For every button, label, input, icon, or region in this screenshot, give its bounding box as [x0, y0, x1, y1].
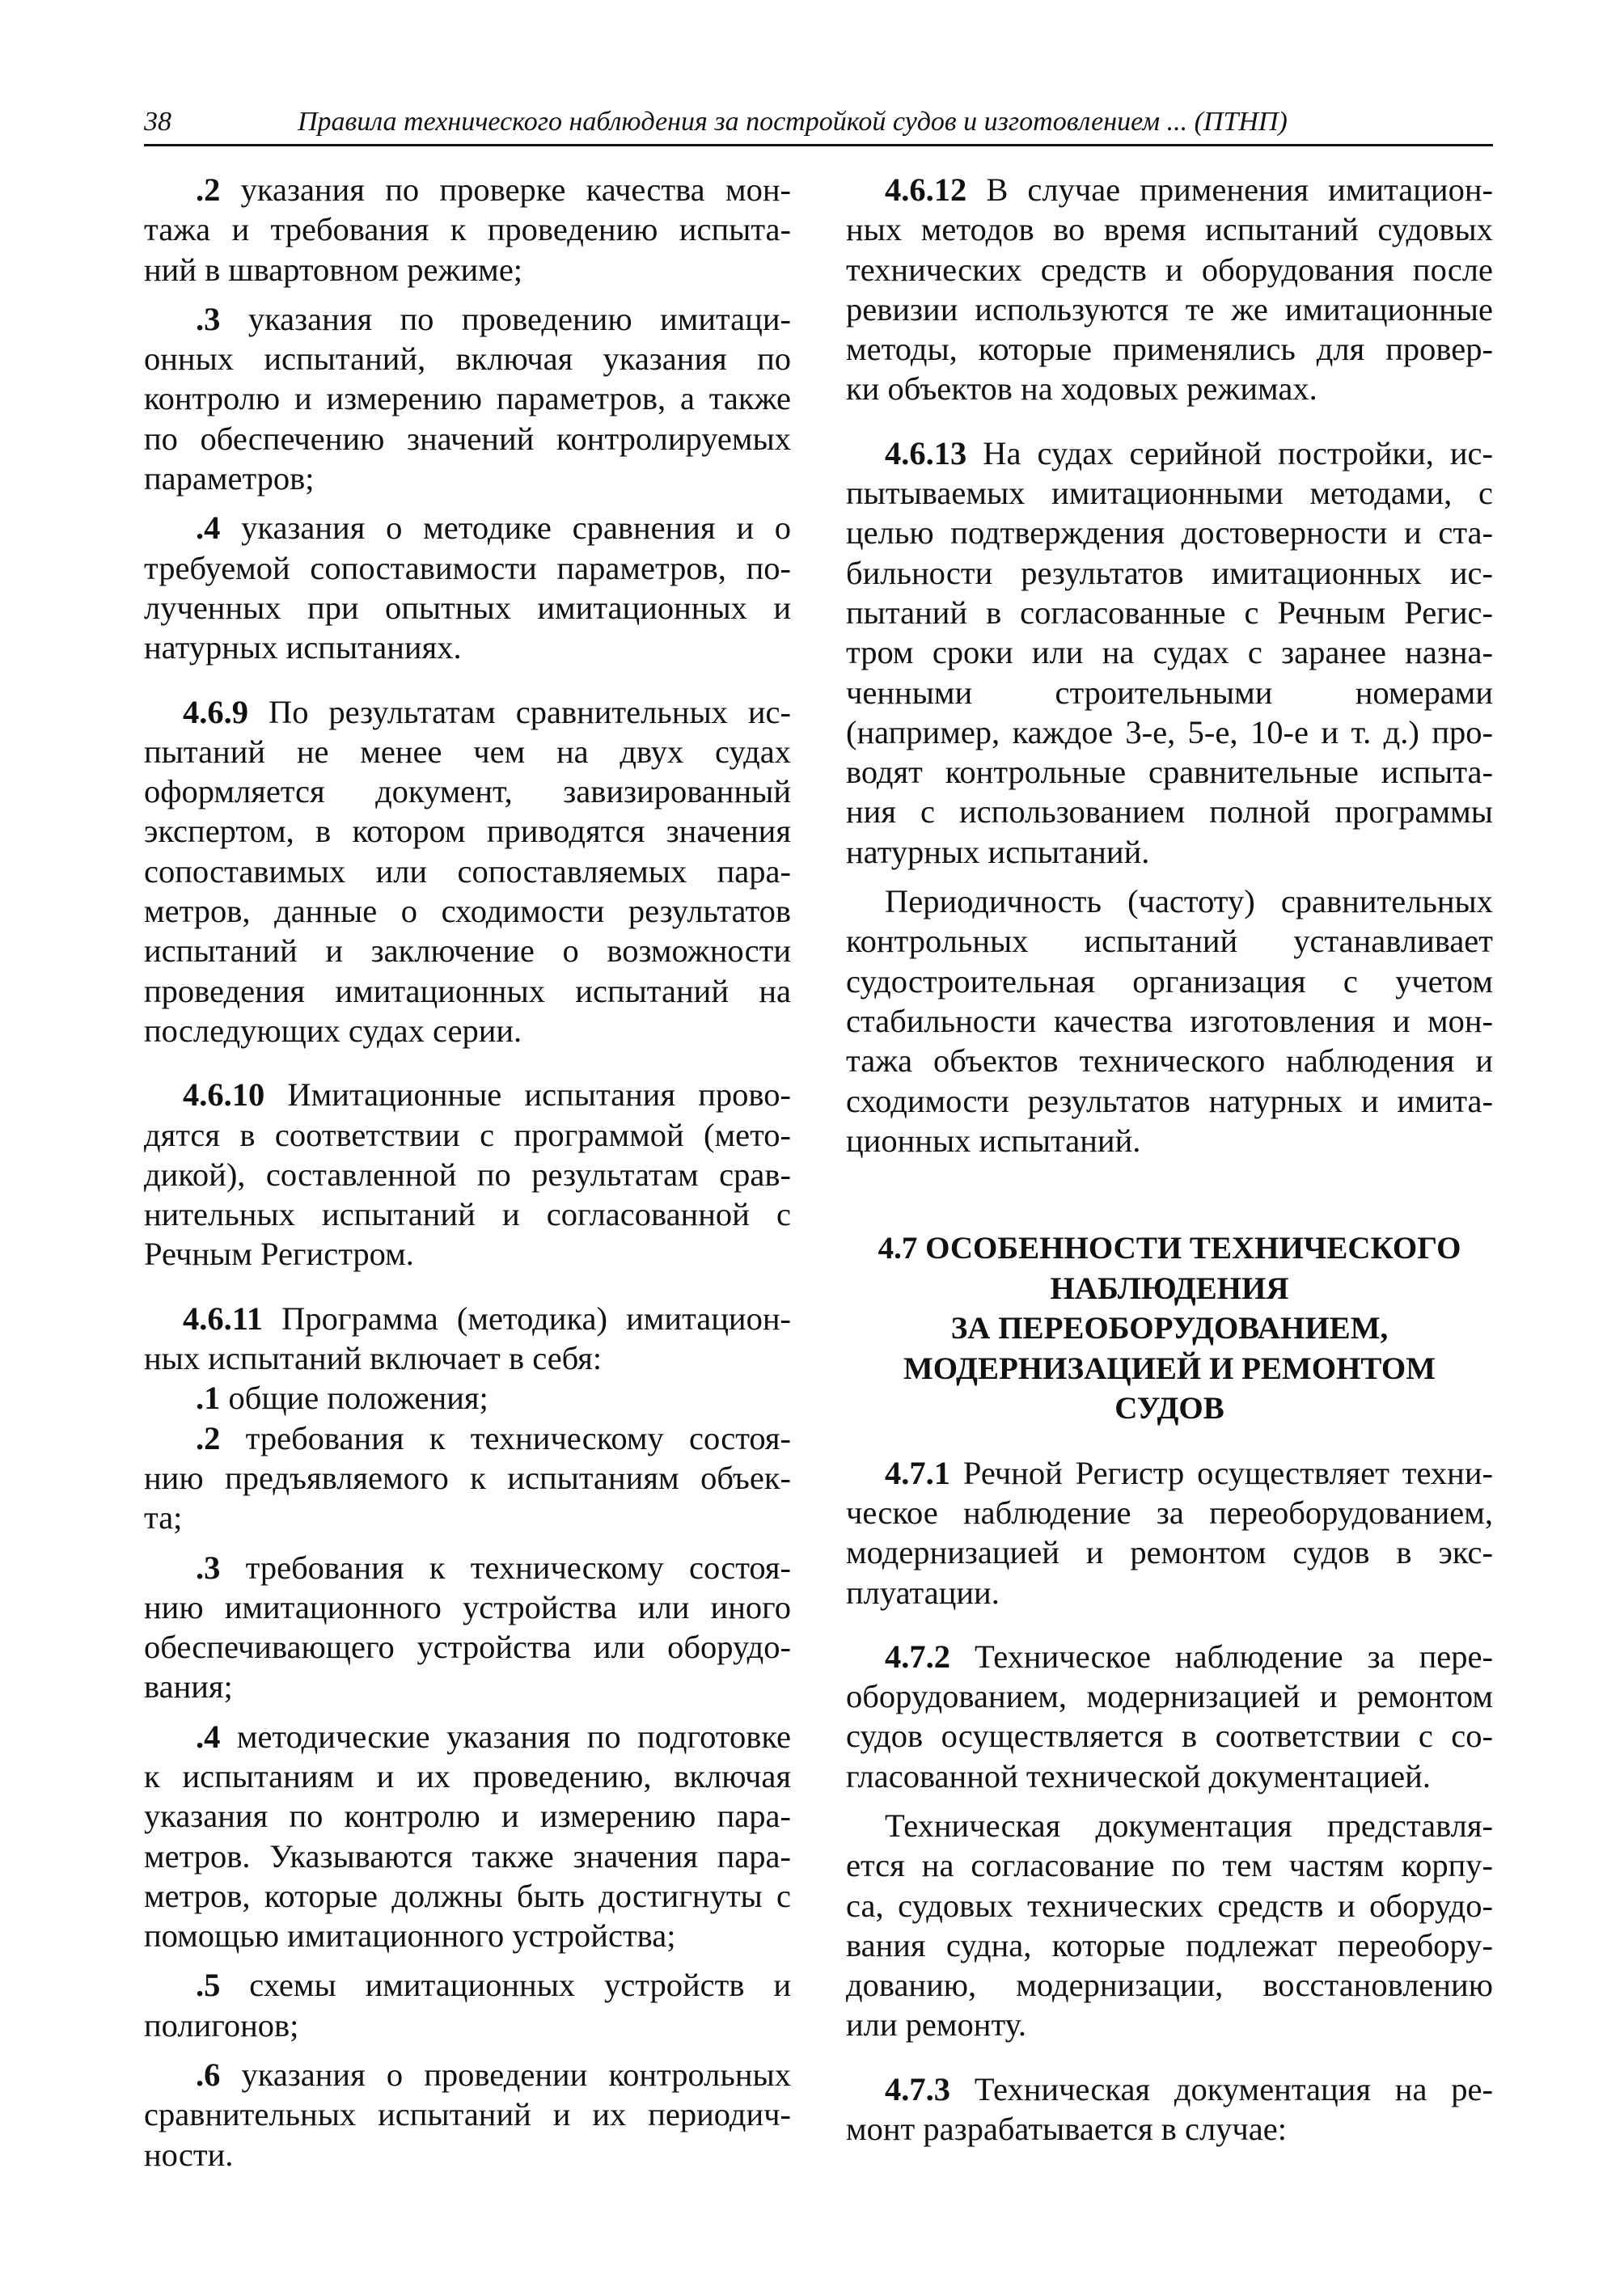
text-line: проведения имитационных испытаний на: [144, 972, 791, 1009]
text-line: дятся в соответствии с программой (мето-: [144, 1116, 791, 1153]
text-line: нительных испытаний и согласованной с: [144, 1196, 791, 1233]
item-number: .3: [196, 1549, 221, 1586]
text-line: ных испытаний включает в себя:: [144, 1340, 603, 1377]
text-line: параметров;: [144, 460, 315, 497]
text-line: экспертом, в котором приводятся значения: [144, 813, 791, 850]
section-number: 4.6.13: [885, 434, 967, 471]
text-line: натурных испытаниях.: [144, 629, 462, 666]
text-line: схемы имитационных устройств и: [249, 1967, 791, 2004]
text-line: сходимости результатов натурных и имита-: [846, 1082, 1493, 1119]
text-line: испытаний и заключение о возможности: [144, 932, 791, 970]
text-line: онных испытаний, включая указания по: [144, 340, 791, 378]
text-line: Техническая документация представля-: [885, 1807, 1493, 1844]
text-line: Речной Регистр осуществляет техни-: [962, 1454, 1493, 1491]
text-line: тажа объектов технического наблюдения и: [846, 1042, 1493, 1080]
text-line: Программа (методика) имитацион-: [281, 1300, 791, 1337]
item-number: .2: [196, 1419, 221, 1456]
paragraph-4-6-12: [846, 170, 1493, 409]
paragraph-4-7-1: [846, 1453, 1493, 1613]
text-line: требуемой сопоставимости параметров, по-: [144, 549, 791, 586]
heading-line: НАБЛЮДЕНИЯ: [1050, 1270, 1289, 1306]
text-line: Техническое наблюдение за пере-: [975, 1638, 1493, 1675]
text-line: пытываемых имитационными методами, с: [846, 475, 1493, 512]
section-number: 4.7.1: [885, 1454, 950, 1491]
text-line: вания судна, которые подлежат переобору-: [846, 1926, 1493, 1963]
text-line: последующих судах серии.: [144, 1012, 522, 1049]
text-line: тром сроки или на судах с заранее назна-: [846, 634, 1493, 671]
text-line: контролю и измерению параметров, а также: [144, 380, 791, 417]
text-line: технических средств и оборудования после: [846, 251, 1493, 288]
paragraph-sub-4-comparison: [144, 508, 791, 667]
text-line: модернизацией и ремонтом судов в экс-: [846, 1534, 1493, 1571]
list-item-1: [144, 1378, 791, 1418]
list-item-4: [144, 1717, 791, 1956]
text-line: лученных при опытных имитационных и: [144, 589, 791, 626]
text-line: ки объектов на ходовых режимах.: [846, 370, 1317, 408]
text-line: монт разрабатывается в случае:: [846, 2111, 1287, 2148]
item-number: .5: [196, 1967, 221, 2004]
text-line: бильности результатов имитационных ис-: [846, 554, 1493, 591]
section-heading-4-7: [846, 1228, 1493, 1429]
section-number: 4.7.2: [885, 1638, 950, 1675]
heading-line: ЗА ПЕРЕОБОРУДОВАНИЕМ,: [950, 1311, 1389, 1346]
text-line: метров, данные о сходимости результатов: [144, 893, 791, 930]
page-number: 38: [144, 107, 171, 137]
item-number: .3: [196, 300, 221, 337]
heading-line: МОДЕРНИЗАЦИЕЙ И РЕМОНТОМ: [903, 1351, 1436, 1386]
text-line: пытаний в согласованные с Речным Регис-: [846, 594, 1493, 631]
section-number: 4.6.10: [183, 1076, 265, 1114]
text-line: требования к техническому состоя-: [245, 1549, 791, 1586]
text-line: указания по проведению имитаци-: [247, 300, 791, 337]
item-number: .4: [196, 1718, 221, 1755]
paragraph-4-7-2: [846, 1637, 1493, 1796]
text-line: ности.: [144, 2136, 234, 2173]
text-line: указания по контролю и измерению пара-: [144, 1798, 791, 1835]
text-line: та;: [144, 1499, 183, 1536]
text-line: ревизии используются те же имитационные: [846, 290, 1493, 328]
text-line: к испытаниям и их проведению, включая: [144, 1757, 791, 1794]
item-number: .2: [196, 171, 221, 208]
left-column: [144, 170, 791, 2175]
section-number: 4.6.12: [885, 171, 967, 208]
text-line: общие положения;: [228, 1380, 488, 1417]
item-number: .1: [196, 1380, 221, 1417]
text-line: На судах серийной постройки, ис-: [983, 434, 1493, 471]
text-line: Имитационные испытания прово-: [287, 1076, 791, 1114]
text-line: указания по проверке качества мон-: [240, 171, 791, 208]
text-line: (например, каждое 3-е, 5-е, 10-е и т. д.) про-: [846, 713, 1493, 750]
paragraph-sub-2-installation: [144, 170, 791, 290]
text-line: ний в швартовном режиме;: [144, 251, 523, 288]
text-line: пытаний не менее чем на двух судах: [144, 733, 791, 770]
text-line: По результатам сравнительных ис-: [268, 693, 791, 730]
text-line: полигонов;: [144, 2006, 299, 2044]
text-line: ционных испытаний.: [846, 1122, 1141, 1159]
text-line: В случае применения имитацион-: [986, 171, 1493, 208]
text-line: по обеспечению значений контролируемых: [144, 420, 791, 457]
text-line: ных методов во время испытаний судовых: [846, 211, 1493, 248]
text-line: контрольных испытаний устанавливает: [846, 923, 1493, 960]
paragraph-4-6-13: [846, 433, 1493, 872]
text-line: судов осуществляется в соответствии с со-: [846, 1718, 1493, 1755]
text-line: сравнительных испытаний и их периодич-: [144, 2096, 791, 2133]
running-header: [144, 104, 1493, 146]
item-number: .6: [196, 2056, 221, 2094]
text-line: методические указания по подготовке: [236, 1718, 791, 1755]
text-line: сопоставимых или сопоставляемых пара-: [144, 852, 791, 890]
text-line: судостроительная организация с учетом: [846, 962, 1493, 1000]
right-column: [846, 170, 1493, 2149]
text-line: вания;: [144, 1668, 233, 1706]
text-line: метров, которые должны быть достигнуты с: [144, 1877, 791, 1914]
text-line: натурных испытаний.: [846, 833, 1150, 870]
text-line: ченными строительными номерами: [846, 674, 1493, 711]
text-line: дикой), составленной по результатам срав-: [144, 1156, 791, 1193]
paragraph-4-6-10: [144, 1075, 791, 1274]
text-line: тажа и требования к проведению испыта-: [144, 211, 791, 248]
paragraph-periodicity: [846, 881, 1493, 1160]
list-item-5: [144, 1965, 791, 2045]
text-line: Речным Регистром.: [144, 1236, 414, 1273]
item-number: .4: [196, 509, 221, 547]
paragraph-4-6-9: [144, 692, 791, 1051]
text-line: ния с использованием полной программы: [846, 793, 1493, 831]
text-line: обеспечивающего устройства или оборудо-: [144, 1629, 791, 1666]
text-line: требования к техническому состоя-: [245, 1419, 791, 1456]
text-line: оборудованием, модернизацией и ремонтом: [846, 1678, 1493, 1715]
text-line: метров. Указываются также значения пара-: [144, 1837, 791, 1875]
text-line: указания о методике сравнения и о: [241, 509, 791, 547]
text-line: методы, которые применялись для провер-: [846, 331, 1493, 368]
heading-line: 4.7 ОСОБЕННОСТИ ТЕХНИЧЕСКОГО: [878, 1231, 1461, 1266]
list-item-6: [144, 2055, 791, 2175]
paragraph-4-7-3: [846, 2069, 1493, 2149]
running-title: Правила технического наблюдения за постройкой судов и изготовлением ... (ПТНП): [298, 107, 1288, 137]
text-line: ется на согласование по тем частям корпу-: [846, 1847, 1493, 1884]
text-line: Периодичность (частоту) сравнительных: [885, 883, 1493, 920]
section-number: 4.7.3: [885, 2070, 950, 2107]
section-number: 4.6.11: [183, 1300, 264, 1337]
text-line: целью подтверждения достоверности и ста-: [846, 514, 1493, 552]
text-line: ческое наблюдение за переоборудованием,: [846, 1494, 1493, 1531]
text-line: нию предъявляемого к испытаниям объек-: [144, 1459, 791, 1496]
text-line: оформляется документ, завизированный: [144, 773, 791, 810]
text-line: Техническая документация на ре-: [974, 2070, 1493, 2107]
text-line: или ремонту.: [846, 2006, 1026, 2044]
text-line: указания о проведении контрольных: [241, 2056, 791, 2094]
paragraph-documentation: [846, 1806, 1493, 2045]
paragraph-sub-3-simulation: [144, 299, 791, 498]
text-line: водят контрольные сравнительные испыта-: [846, 754, 1493, 791]
text-line: стабильности качества изготовления и мон-: [846, 1002, 1493, 1039]
paragraph-4-6-11: [144, 1299, 791, 1379]
text-line: са, судовых технических средств и оборудо-: [846, 1887, 1493, 1924]
list-item-3: [144, 1548, 791, 1707]
list-item-2: [144, 1418, 791, 1538]
text-line: нию имитационного устройства или иного: [144, 1588, 791, 1625]
text-line: плуатации.: [846, 1574, 1000, 1611]
heading-line: СУДОВ: [1114, 1391, 1224, 1427]
text-line: помощью имитационного устройства;: [144, 1917, 676, 1955]
text-line: гласованной технической документацией.: [846, 1757, 1431, 1794]
text-line: дованию, модернизации, восстановлению: [846, 1967, 1493, 2004]
section-number: 4.6.9: [183, 693, 248, 730]
